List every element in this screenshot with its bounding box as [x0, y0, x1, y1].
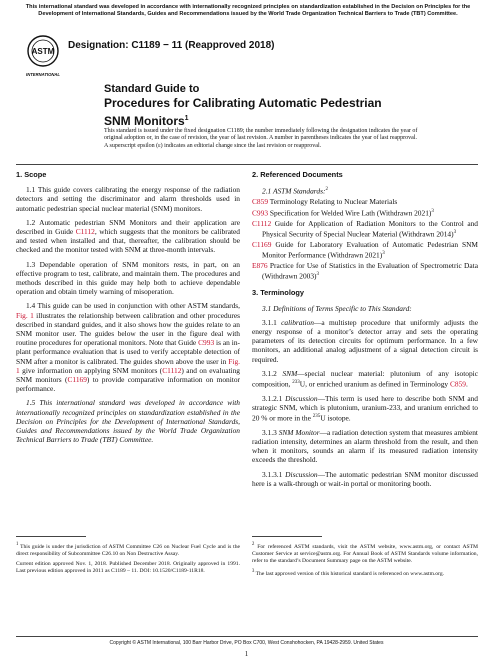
term-discussion: Discussion [285, 469, 318, 479]
footnote-1-edition: Current edition approved Nov. 1, 2018. Published December 2018. Originally approved in 1991. Last previous edition approved in 2011 as C1189 – 11. DOI: 10.1520/C1189-11R18. [16, 560, 240, 574]
ref-footnote-mark: 3 [431, 209, 434, 215]
link-term-c859[interactable]: C859 [449, 379, 466, 389]
scope-1-3: 1.3 Dependable operation of SNM monitors rests, in part, on an effective program to test, calibrate, and maintain them. The procedures and methods described in this guide may help both to achieve dependable operation and obtain timely warning of misoperation. [16, 259, 240, 297]
footer-divider [16, 636, 478, 637]
scope-1-2-text-end: , which suggests that the monitors be calibrated and tested when installed and that, thereafter, the calibration should be checked and the monitor tested with SNM at three-month intervals. [16, 227, 241, 255]
title-prefix: Standard Guide to [104, 83, 200, 95]
scope-1-1: 1.1 This guide covers calibrating the energy response of the radiation detectors and setting the discriminator and alarm thresholds used in automatic pedestrian special nuclear material (SNM) monitors. [16, 185, 240, 213]
footnote-rule-right [252, 536, 322, 537]
scope-1-4-text-f: ) to provide comparative information on monitor performance. [16, 375, 240, 394]
link-c1112[interactable]: C1112 [75, 227, 95, 237]
ref-item-c1112 [252, 219, 478, 239]
footnote-2: $^2$ For referenced ASTM standards, visit the ASTM website, www.astm.org, or contact ASTM Customer Service at service@astm.org. For Annual Book of ASTM Standards volume information, refer to the standard’s Document Summary page on the ASTM website. [252, 542, 478, 564]
svg-text:ASTM: ASTM [31, 47, 55, 56]
terms-3-1-2 [252, 369, 478, 389]
right-column [252, 170, 478, 493]
astm-standards-intro [262, 185, 478, 196]
footnote-1: $^1$ This guide is under the jurisdiction of ASTM Committee C26 on Nuclear Fuel Cycle and is the direct responsibility of Subcommittee C26.10 on Non Destructive Assay. [16, 542, 240, 557]
link-ref-c1112[interactable]: C1112 [252, 218, 272, 228]
scope-1-4-text-d: give information on applying SNM monitors ( [19, 365, 163, 375]
title-footnote-mark: 1 [184, 115, 189, 122]
header-divider [16, 164, 478, 165]
link-ref-c859[interactable]: C859 [252, 196, 269, 206]
scope-1-4 [16, 301, 240, 393]
link-fig-1[interactable]: Fig. 1 [16, 310, 34, 320]
scope-heading: 1. Scope [16, 170, 47, 179]
scope-1-5: 1.5 This international standard was developed in accordance with internationally recognized principles on standardization established in the Decision on Principles for the Development of International Standards, Guides and Recommendations issued by the World Trade Organization Technical Barriers to Trade (TBT) Committee. [16, 398, 240, 445]
footnote-2-text: For referenced ASTM standards, visit the ASTM website, www.astm.org, or contact ASTM Customer Service at service@astm.org. For Annual Book of ASTM Standards volume information, refer to the standard’s Document Summary page on the ASTM website. [252, 543, 478, 564]
document-title [104, 83, 404, 129]
referenced-documents-heading: 2. Referenced Documents [252, 170, 343, 179]
term-discussion-end: U isotope. [320, 413, 351, 423]
scope-1-4-text-e: ) and on evaluating SNM monitors ( [16, 365, 240, 385]
ref-title: Terminology Relating to Nuclear Materials [268, 196, 398, 206]
footnote-3-text: The last approved version of this historical standard is referenced on www.astm.org. [255, 570, 445, 577]
term-discussion: Discussion [285, 393, 318, 403]
international-standard-notice: This international standard was developed in accordance with internationally recognized principles on standardization established in the Decision on Principles for the Development of International Standards, Guides and Recommendations issued by the World Trade Organization Technical Barriers to Trade (TBT) Committee. [25, 4, 471, 18]
term-discussion-text: —The automatic pedestrian SNM monitor discussed here is a walk-through or wait-in portal or monitoring booth. [252, 469, 478, 488]
link-fig-1-second[interactable]: Fig. 1 [16, 356, 240, 375]
link-c1169[interactable]: C1169 [67, 375, 87, 385]
term-definition: —a multistep procedure that uniformly adjusts the energy response of a monitor’s detector array and sets the operating parameters of its detection circuits for optimum performance. In a few monitors, an additional analog adjustment of a signal detection circuit is required. [252, 317, 478, 364]
term-number: 3.1.1 [262, 317, 282, 327]
ref-item-c993 [252, 207, 478, 218]
term-snm-monitor: SNM Monitor [278, 427, 320, 437]
scope-1-4-text-b: illustrates the relationship between calibration and other procedures described in standard guides, and it also shows how the guides relate to an SNM monitor user. The guides below the user in the figure deal with routine procedures for operational monitors. Note that Guide [16, 310, 241, 348]
terms-3-1-2-1 [252, 394, 478, 423]
astm-standards-footnote-mark: 2 [325, 187, 328, 193]
standard-issuance-note: This standard is issued under the fixed designation C1189; the number immediately following the designation indicates the year of original adoption or, in the case of revision, the year of last revision. A number in parentheses indicates the year of last reapproval. A superscript epsilon (ε) indicates an editorial change since the last revision or reapproval. [104, 128, 418, 149]
ref-title: Practice for Use of Statistics in the Evaluation of Spectrometric Data (Withdrawn 2003) [262, 260, 478, 281]
left-column [16, 170, 240, 449]
isotope-233-mark: 233 [292, 380, 300, 385]
ref-item-e876 [252, 261, 478, 281]
scope-1-2 [16, 218, 240, 255]
footnotes-right [252, 541, 478, 581]
terms-3-1-3 [252, 428, 478, 465]
terms-3-1-3-1 [252, 470, 478, 488]
footnote-1-text: This guide is under the jurisdiction of ASTM Committee C26 on Nuclear Fuel Cycle and is the direct responsibility of Subcommittee C26.10 on Non Destructive Assay. [16, 543, 240, 557]
ref-footnote-mark: 3 [382, 250, 385, 256]
term-number: 3.1.3.1 [262, 469, 286, 479]
link-c1112-second[interactable]: C1112 [162, 365, 182, 375]
link-ref-c1169[interactable]: C1169 [252, 239, 272, 249]
term-discussion-text: —This term is used here to describe both SNM and strategic SNM, which is plutonium, uranium-233, and uranium enriched to 20 % or more in the [252, 393, 478, 423]
ref-title: Guide for Application of Radiation Monitors to the Control and Physical Security of Special Nuclear Material (Withdrawn 2014) [262, 218, 478, 239]
link-ref-e876[interactable]: E876 [252, 260, 268, 270]
term-calibration: calibration [281, 317, 314, 327]
designation: Designation: C1189 − 11 (Reapproved 2018) [68, 40, 275, 51]
copyright-footer: Copyright © ASTM International, 100 Barr Harbor Drive, PO Box C700, West Conshohocken, PA 19428-2959. United States [109, 640, 384, 646]
logo-text: INTERNATIONAL [26, 72, 60, 77]
ref-title: Guide for Laboratory Evaluation of Automatic Pedestrian SNM Monitor Performance (Withdrawn 2021) [262, 239, 478, 260]
terms-3-1: 3.1 Definitions of Terms Specific to This Standard: [262, 303, 412, 313]
isotope-235-mark: 235 [312, 414, 321, 420]
ref-title: Specification for Welded Wire Lath (Withdrawn 2021) [268, 208, 432, 218]
page-number: 1 [244, 650, 249, 658]
terms-3-1-1 [252, 318, 478, 364]
term-number: 3.1.2.1 [262, 393, 286, 403]
footnote-rule-left [16, 536, 86, 537]
ref-item-c1169 [252, 240, 478, 260]
scope-1-2-text: 1.2 Automatic pedestrian SNM Monitors and their application are described in Guide [16, 217, 240, 237]
term-definition: —special nuclear material: plutonium of any isotopic composition, [252, 368, 478, 389]
term-snm: SNM [282, 368, 298, 378]
ref-footnote-mark: 3 [316, 271, 320, 277]
title-main [104, 96, 404, 129]
ref-footnote-mark: 3 [453, 229, 457, 235]
title-text: Procedures for Calibrating Automatic Pedestrian SNM Monitors [104, 96, 382, 128]
scope-1-4-text-a: 1.4 This guide can be used in conjunction with other ASTM standards, [26, 301, 240, 311]
terminology-heading: 3. Terminology [252, 288, 305, 298]
term-definition-end: . [465, 379, 468, 389]
astm-logo [26, 34, 60, 80]
link-ref-c993[interactable]: C993 [252, 208, 269, 218]
astm-standards-label: 2.1 ASTM Standards: [262, 186, 326, 196]
ref-item-c859 [252, 197, 478, 206]
link-c993[interactable]: C993 [198, 338, 215, 348]
term-definition-cont: U, or enriched uranium as defined in Terminology [299, 379, 450, 389]
term-number: 3.1.2 [262, 368, 283, 378]
term-definition: —a radiation detection system that measures ambient radiation intensity, determines an alarm threshold from the result, and then when it monitors, sounds an alarm if its measured radiation intensity exceeds the threshold. [252, 427, 478, 465]
footnotes-left [16, 541, 240, 578]
scope-1-4-text-c: is an in-plant performance evaluation that is used to verify acceptable detection of SNM after a monitor is calibrated. The guides shown above the user in [16, 338, 240, 366]
footnote-3: $^3$ The last approved version of this historical standard is referenced on www.astm.org. [252, 568, 445, 577]
term-number: 3.1.3 [262, 427, 279, 437]
